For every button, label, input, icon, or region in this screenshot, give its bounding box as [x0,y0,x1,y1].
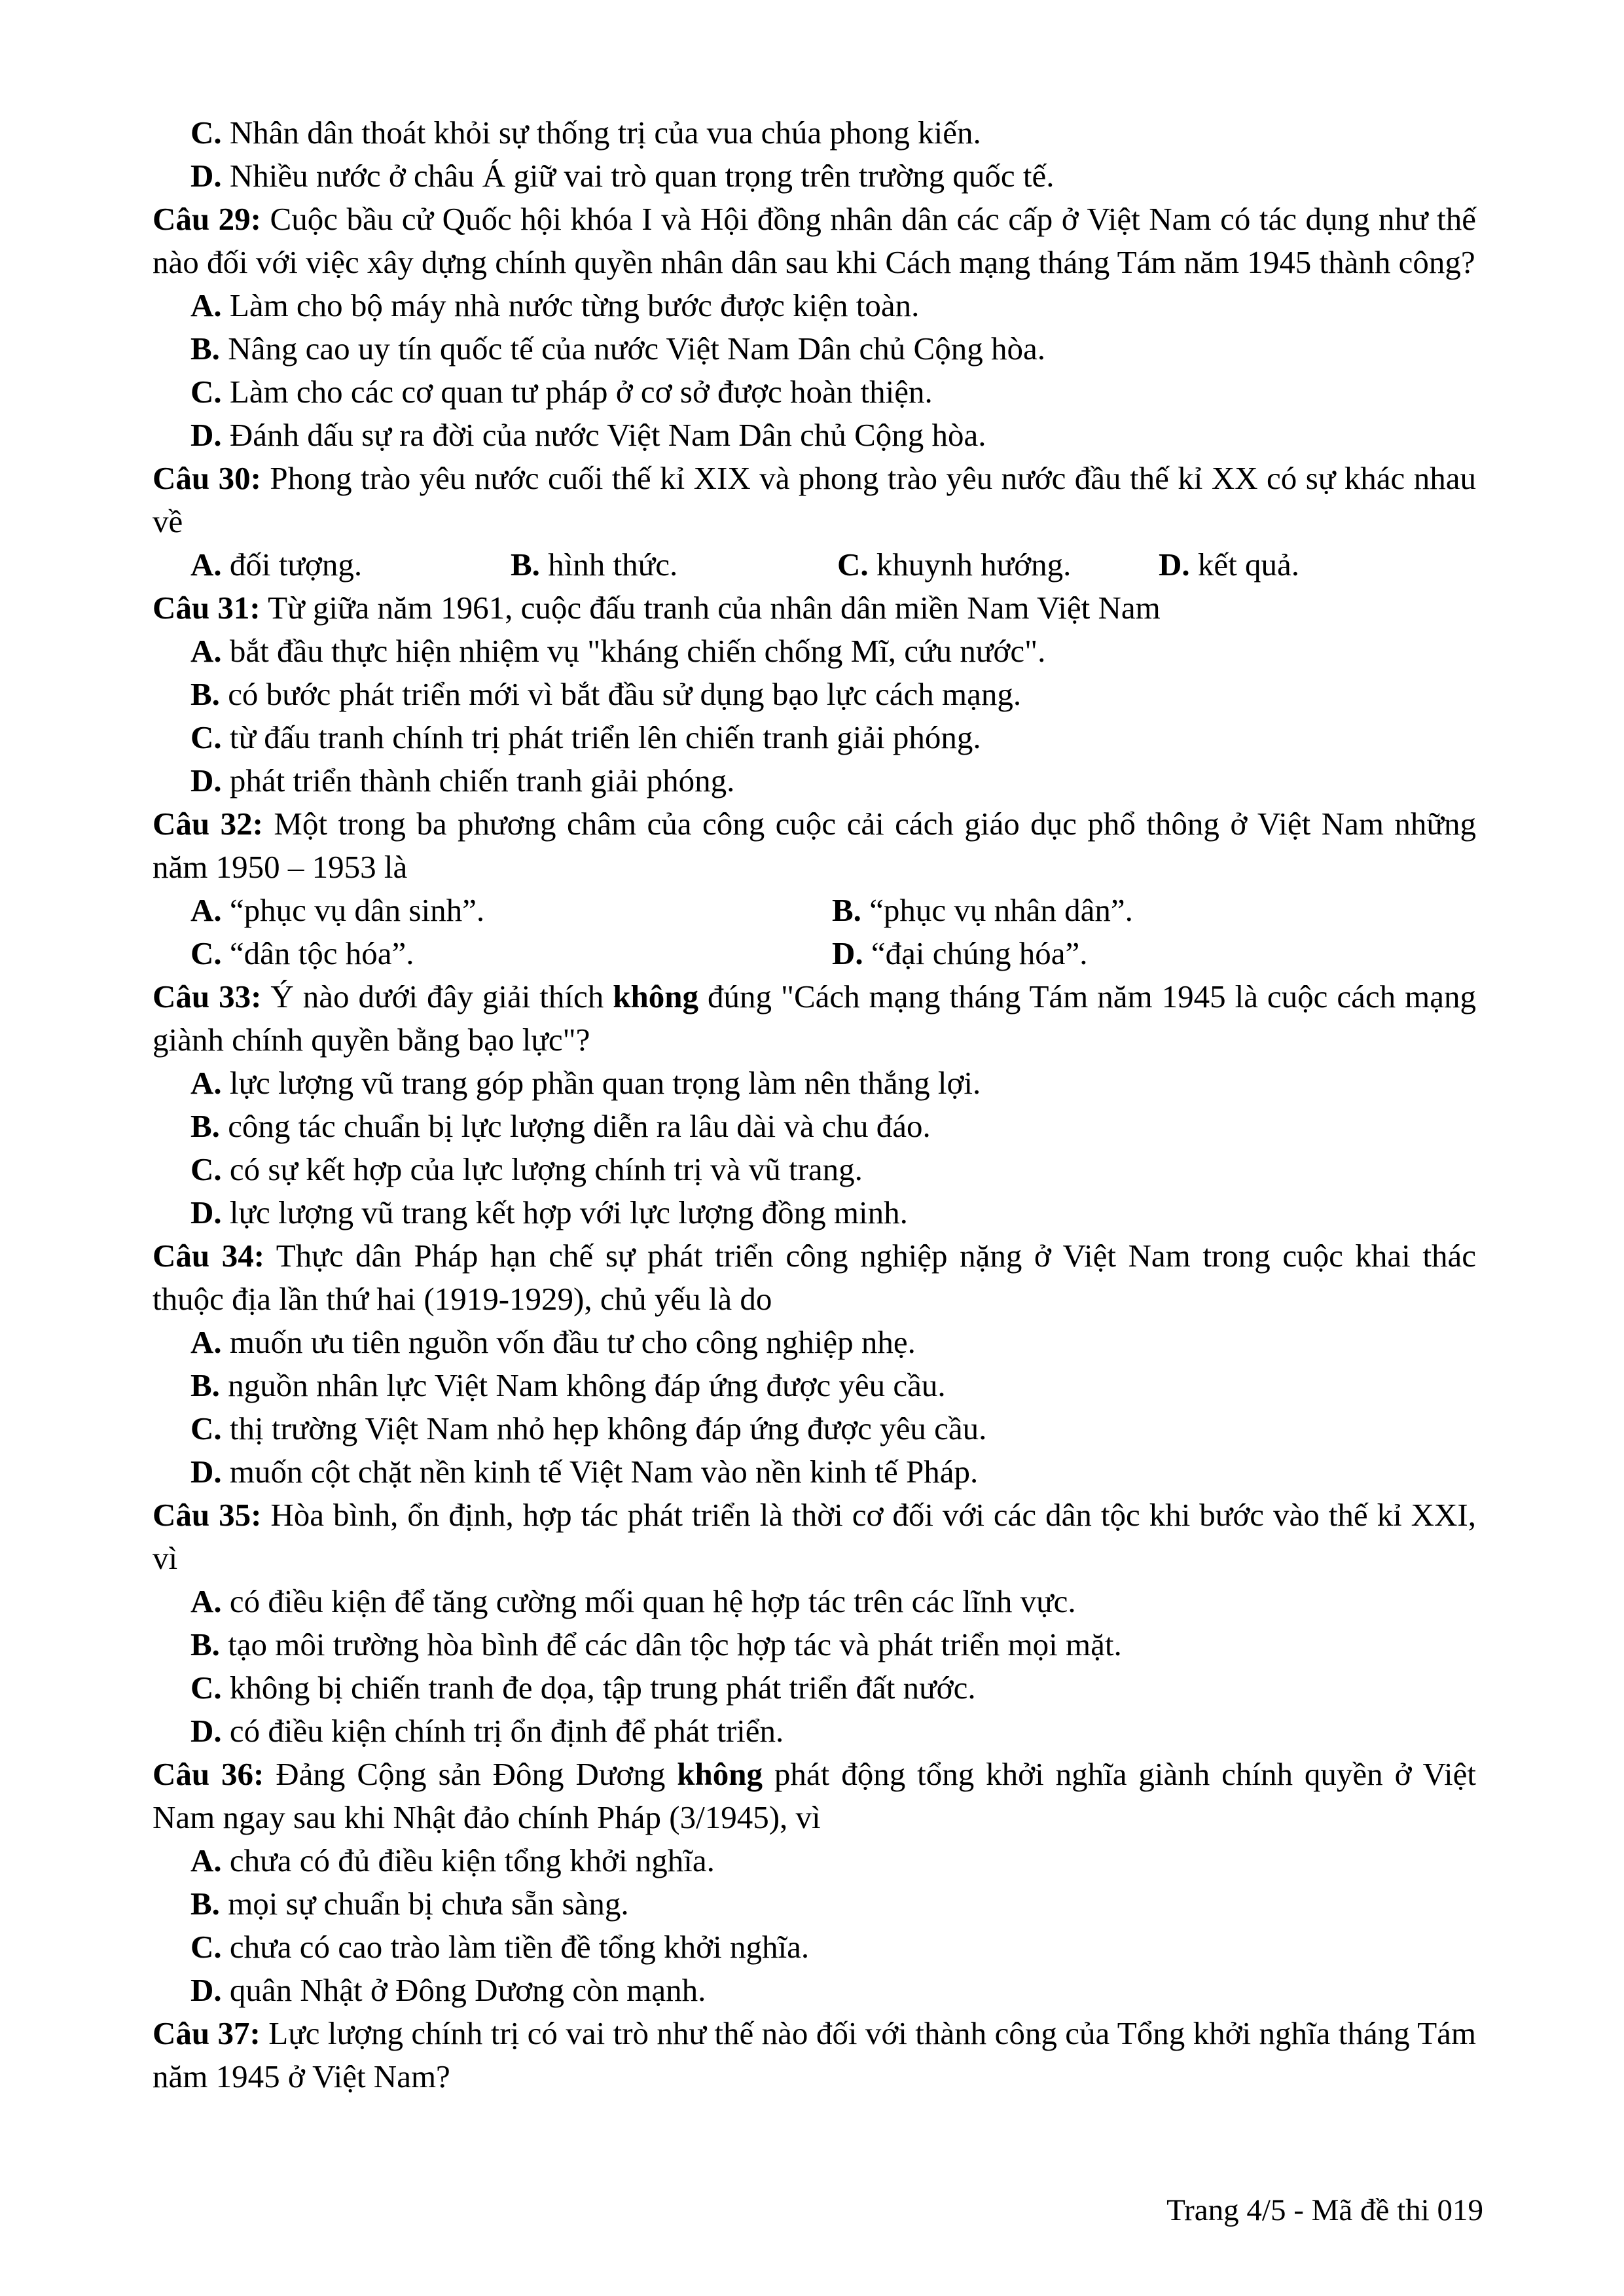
question-35-text: Hòa bình, ổn định, hợp tác phát triển là thời cơ đối với các dân tộc khi bước vào thế kỉ XXI, vì [153,1497,1476,1576]
question-31-option-b [153,673,1476,716]
question-33-number: Câu 33: [153,978,262,1014]
question-34-text: Thực dân Pháp hạn chế sự phát triển công nghiệp nặng ở Việt Nam trong cuộc khai thác thuộc địa lần thứ hai (1919-1929), chủ yếu là do [153,1238,1476,1317]
option-label: C. [190,1410,222,1446]
question-30-option-d [1159,543,1299,586]
question-35-option-a [153,1580,1476,1623]
question-32-option-b [832,889,1133,932]
option-label: D. [190,762,222,798]
question-36-option-b [153,1882,1476,1926]
option-text: Đánh dấu sự ra đời của nước Việt Nam Dân chủ Cộng hòa. [221,417,986,453]
option-label: D. [190,1194,222,1230]
question-31-option-d [153,759,1476,802]
question-29-option-d [153,414,1476,457]
question-37 [153,2012,1476,2098]
option-text: có điều kiện chính trị ổn định để phát triển. [221,1713,784,1749]
option-label: B. [511,547,540,583]
option-label: C. [837,547,869,583]
question-33-text-post: đúng "Cách mạng tháng Tám năm 1945 là cuộc cách mạng giành chính quyền bằng bạo lực"? [153,978,1476,1058]
option-text: Làm cho bộ máy nhà nước từng bước được kiện toàn. [221,287,920,323]
question-31-option-a [153,630,1476,673]
option-text: công tác chuẩn bị lực lượng diễn ra lâu dài và chu đáo. [219,1108,931,1144]
question-34-number: Câu 34: [153,1238,265,1274]
question-32-option-c [190,932,414,975]
option-label: A. [190,1065,222,1101]
option-text: không bị chiến tranh đe dọa, tập trung phát triển đất nước. [221,1670,976,1706]
question-33-text-pre: Ý nào dưới đây giải thích [261,978,613,1014]
question-33-option-a [153,1062,1476,1105]
option-text: nguồn nhân lực Việt Nam không đáp ứng được yêu cầu. [219,1367,946,1403]
option-text: “đại chúng hóa”. [863,935,1088,971]
question-31 [153,586,1476,630]
option-label: D. [190,1713,222,1749]
option-label: C. [190,1151,222,1187]
option-text: chưa có cao trào làm tiền đề tổng khởi nghĩa. [221,1929,810,1965]
option-label: A. [190,1324,222,1360]
carryover-option-c [153,111,1476,154]
option-label: A. [190,287,222,323]
option-label: B. [190,1886,220,1922]
question-30-number: Câu 30: [153,460,261,496]
option-text: Làm cho các cơ quan tư pháp ở cơ sở được hoàn thiện. [221,374,933,410]
option-label: A. [190,892,222,928]
question-31-number: Câu 31: [153,590,261,626]
question-33-option-c [153,1148,1476,1191]
question-36-bold-word: không [677,1756,763,1792]
option-text: lực lượng vũ trang kết hợp với lực lượng đồng minh. [221,1194,908,1230]
question-36-option-d [153,1969,1476,2012]
question-36-number: Câu 36: [153,1756,264,1792]
option-text: có bước phát triển mới vì bắt đầu sử dụng bạo lực cách mạng. [219,676,1022,712]
option-label: C. [190,374,222,410]
question-34-option-a [153,1321,1476,1364]
question-36-text-pre: Đảng Cộng sản Đông Dương [264,1756,677,1792]
question-30-text: Phong trào yêu nước cuối thế kỉ XIX và phong trào yêu nước đầu thế kỉ XX có sự khác nhau về [153,460,1476,539]
question-35-number: Câu 35: [153,1497,262,1533]
question-37-number: Câu 37: [153,2015,261,2051]
question-32 [153,802,1476,889]
option-label: B. [190,1367,220,1403]
option-label: C. [190,115,222,151]
question-34-option-c [153,1407,1476,1450]
option-text: bắt đầu thực hiện nhiệm vụ "kháng chiến chống Mĩ, cứu nước". [221,633,1046,669]
question-36 [153,1753,1476,1839]
option-label: C. [190,1929,222,1965]
question-31-option-c [153,716,1476,759]
question-29-option-b [153,327,1476,370]
question-32-option-a [190,889,484,932]
question-36-option-c [153,1926,1476,1969]
question-32-text: Một trong ba phương châm của công cuộc cải cách giáo dục phổ thông ở Việt Nam những năm 1950 – 1953 là [153,806,1476,885]
option-label: C. [190,1670,222,1706]
option-text: lực lượng vũ trang góp phần quan trọng làm nên thắng lợi. [221,1065,981,1101]
question-35-option-d [153,1710,1476,1753]
question-29 [153,198,1476,284]
option-label: A. [190,1842,222,1878]
question-32-options-row-1 [153,889,1476,932]
option-text: đối tượng. [221,547,363,583]
question-31-text: Từ giữa năm 1961, cuộc đấu tranh của nhân dân miền Nam Việt Nam [260,590,1161,626]
question-32-option-d [832,932,1088,975]
question-35-option-c [153,1666,1476,1710]
question-29-option-c [153,370,1476,414]
option-label: D. [190,417,222,453]
question-30-option-a [190,543,362,586]
option-text: có điều kiện để tăng cường mối quan hệ hợp tác trên các lĩnh vực. [221,1583,1076,1619]
question-33-option-d [153,1191,1476,1234]
option-text: khuynh hướng. [868,547,1072,583]
question-34-option-b [153,1364,1476,1407]
exam-content [153,111,1476,2098]
option-label: B. [190,1108,220,1144]
question-34 [153,1234,1476,1321]
option-text: Nhiều nước ở châu Á giữ vai trò quan trọng trên trường quốc tế. [221,158,1055,194]
question-32-number: Câu 32: [153,806,263,842]
option-label: D. [832,935,863,971]
question-35 [153,1494,1476,1580]
option-text: tạo môi trường hòa bình để các dân tộc hợp tác và phát triển mọi mặt. [219,1626,1122,1662]
question-34-option-d [153,1450,1476,1494]
option-text: chưa có đủ điều kiện tổng khởi nghĩa. [221,1842,715,1878]
question-36-text-post: phát động tổng khởi nghĩa giành chính quyền ở Việt Nam ngay sau khi Nhật đảo chính Pháp (3/1945), vì [153,1756,1476,1835]
question-37-text: Lực lượng chính trị có vai trò như thế nào đối với thành công của Tổng khởi nghĩa tháng Tám năm 1945 ở Việt Nam? [153,2015,1476,2094]
option-label: A. [190,1583,222,1619]
option-text: “dân tộc hóa”. [221,935,414,971]
option-text: quân Nhật ở Đông Dương còn mạnh. [221,1972,706,2008]
option-text: từ đấu tranh chính trị phát triển lên chiến tranh giải phóng. [221,719,981,755]
option-label: A. [190,633,222,669]
option-text: “phục vụ nhân dân”. [861,892,1133,928]
question-30-options-row [153,543,1476,586]
option-label: B. [832,892,861,928]
question-29-text: Cuộc bầu cử Quốc hội khóa I và Hội đồng nhân dân các cấp ở Việt Nam có tác dụng như thế nào đối với việc xây dựng chính quyền nhân dân sau khi Cách mạng tháng Tám năm 1945 thành công? [153,201,1476,280]
option-text: “phục vụ dân sinh”. [221,892,485,928]
option-label: C. [190,935,222,971]
option-label: D. [190,158,222,194]
question-32-options-row-2 [153,932,1476,975]
option-text: muốn ưu tiên nguồn vốn đầu tư cho công nghiệp nhẹ. [221,1324,916,1360]
option-text: muốn cột chặt nền kinh tế Việt Nam vào nền kinh tế Pháp. [221,1454,979,1490]
question-36-option-a [153,1839,1476,1882]
option-label: C. [190,719,222,755]
question-35-option-b [153,1623,1476,1666]
option-label: D. [190,1972,222,2008]
question-29-option-a [153,284,1476,327]
question-30-option-b [511,543,677,586]
option-label: B. [190,676,220,712]
page-footer: Trang 4/5 - Mã đề thi 019 [1166,2193,1483,2227]
option-text: phát triển thành chiến tranh giải phóng. [221,762,735,798]
option-text: mọi sự chuẩn bị chưa sẵn sàng. [219,1886,629,1922]
question-33 [153,975,1476,1062]
option-label: B. [190,1626,220,1662]
option-label: D. [190,1454,222,1490]
option-label: D. [1159,547,1190,583]
question-30-option-c [837,543,1071,586]
option-text: có sự kết hợp của lực lượng chính trị và vũ trang. [221,1151,863,1187]
option-text: hình thức. [539,547,678,583]
option-label: B. [190,331,220,367]
question-33-option-b [153,1105,1476,1148]
question-29-number: Câu 29: [153,201,261,237]
carryover-option-d [153,154,1476,198]
question-33-bold-word: không [613,978,699,1014]
option-text: Nâng cao uy tín quốc tế của nước Việt Nam Dân chủ Cộng hòa. [219,331,1045,367]
option-label: A. [190,547,222,583]
question-30 [153,457,1476,543]
option-text: thị trường Việt Nam nhỏ hẹp không đáp ứng được yêu cầu. [221,1410,987,1446]
option-text: kết quả. [1189,547,1300,583]
option-text: Nhân dân thoát khỏi sự thống trị của vua chúa phong kiến. [221,115,981,151]
